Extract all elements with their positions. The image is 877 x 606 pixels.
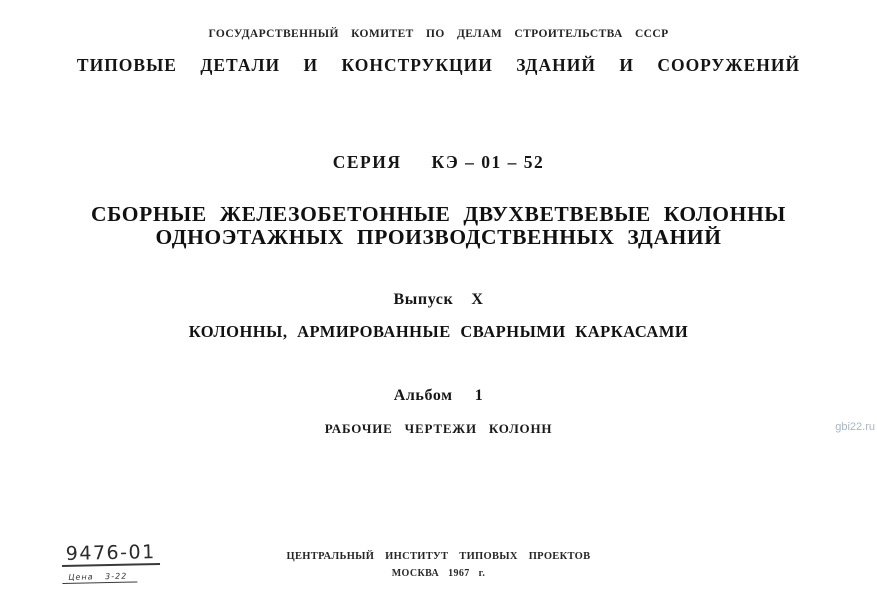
standard-details-header: ТИПОВЫЕ ДЕТАЛИ И КОНСТРУКЦИИ ЗДАНИЙ И СООРУЖЕНИЙ [76,55,801,75]
series-line [0,152,877,173]
publisher-institute: ЦЕНТРАЛЬНЫЙ ИНСТИТУТ ТИПОВЫХ ПРОЕКТОВ [286,551,591,562]
committee-header: ГОСУДАРСТВЕННЫЙ КОМИТЕТ ПО ДЕЛАМ СТРОИТЕЛЬСТВА СССР [208,28,669,40]
stamp-price: Цена 3-22 [62,571,137,584]
issue-number: X [471,291,484,308]
subtitle: КОЛОННЫ, АРМИРОВАННЫЕ СВАРНЫМИ КАРКАСАМИ [188,322,689,341]
site-watermark: gbi22.ru [835,421,875,433]
series-label: СЕРИЯ [332,152,402,172]
album-label: Альбом [393,387,453,404]
album-number: 1 [474,387,484,404]
issue-label: Выпуск [393,291,454,308]
working-drawings-line: РАБОЧИЕ ЧЕРТЕЖИ КОЛОНН [324,421,553,436]
main-title-line-2: ОДНОЭТАЖНЫХ ПРОИЗВОДСТВЕННЫХ ЗДАНИЙ [155,225,722,249]
main-title-line-1: СБОРНЫЕ ЖЕЛЕЗОБЕТОННЫЕ ДВУХВЕТВЕВЫЕ КОЛОННЫ [91,202,786,226]
publisher-city-year: МОСКВА 1967 г. [391,568,486,579]
album-line [0,387,877,405]
series-code: КЭ – 01 – 52 [431,152,545,172]
main-title [0,203,877,249]
issue-line [0,291,877,309]
stamp-code: 9476-01 [62,542,160,567]
